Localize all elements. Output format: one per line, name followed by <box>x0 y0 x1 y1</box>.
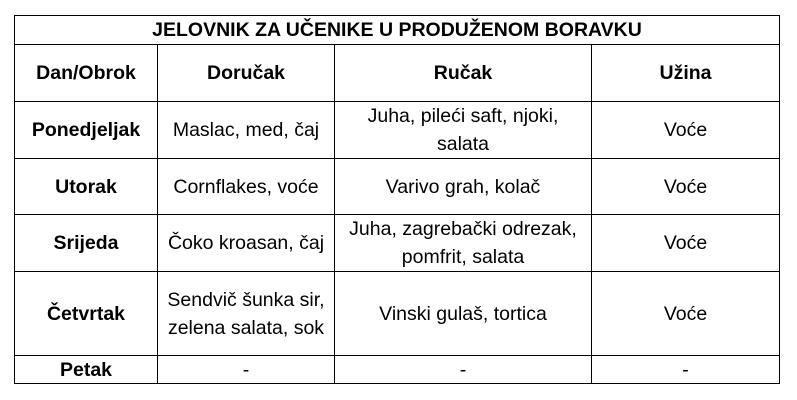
table-row <box>15 215 780 272</box>
breakfast-cell: Maslac, med, čaj <box>158 102 335 159</box>
column-header-day: Dan/Obrok <box>15 45 158 102</box>
day-cell: Utorak <box>15 159 158 215</box>
table-title: JELOVNIK ZA UČENIKE U PRODUŽENOM BORAVKU <box>15 16 780 45</box>
lunch-cell: Vinski gulaš, tortica <box>335 272 592 356</box>
lunch-cell: - <box>335 356 592 384</box>
lunch-cell: Juha, pileći saft, njoki, salata <box>335 102 592 159</box>
day-cell: Petak <box>15 356 158 384</box>
lunch-cell: Juha, zagrebački odrezak, pomfrit, salata <box>335 215 592 272</box>
table-row <box>15 159 780 215</box>
day-cell: Ponedjeljak <box>15 102 158 159</box>
menu-table <box>14 15 780 384</box>
lunch-cell: Varivo grah, kolač <box>335 159 592 215</box>
snack-cell: Voće <box>592 159 780 215</box>
snack-cell: - <box>592 356 780 384</box>
table-row <box>15 102 780 159</box>
breakfast-cell: Cornflakes, voće <box>158 159 335 215</box>
column-header-lunch: Ručak <box>335 45 592 102</box>
column-header-breakfast: Doručak <box>158 45 335 102</box>
header-row <box>15 45 780 102</box>
snack-cell: Voće <box>592 215 780 272</box>
table-row <box>15 356 780 384</box>
breakfast-cell: - <box>158 356 335 384</box>
snack-cell: Voće <box>592 102 780 159</box>
breakfast-cell: Sendvič šunka sir, zelena salata, sok <box>158 272 335 356</box>
title-row <box>15 16 780 45</box>
table-row <box>15 272 780 356</box>
breakfast-cell: Čoko kroasan, čaj <box>158 215 335 272</box>
day-cell: Srijeda <box>15 215 158 272</box>
day-cell: Četvrtak <box>15 272 158 356</box>
column-header-snack: Užina <box>592 45 780 102</box>
snack-cell: Voće <box>592 272 780 356</box>
